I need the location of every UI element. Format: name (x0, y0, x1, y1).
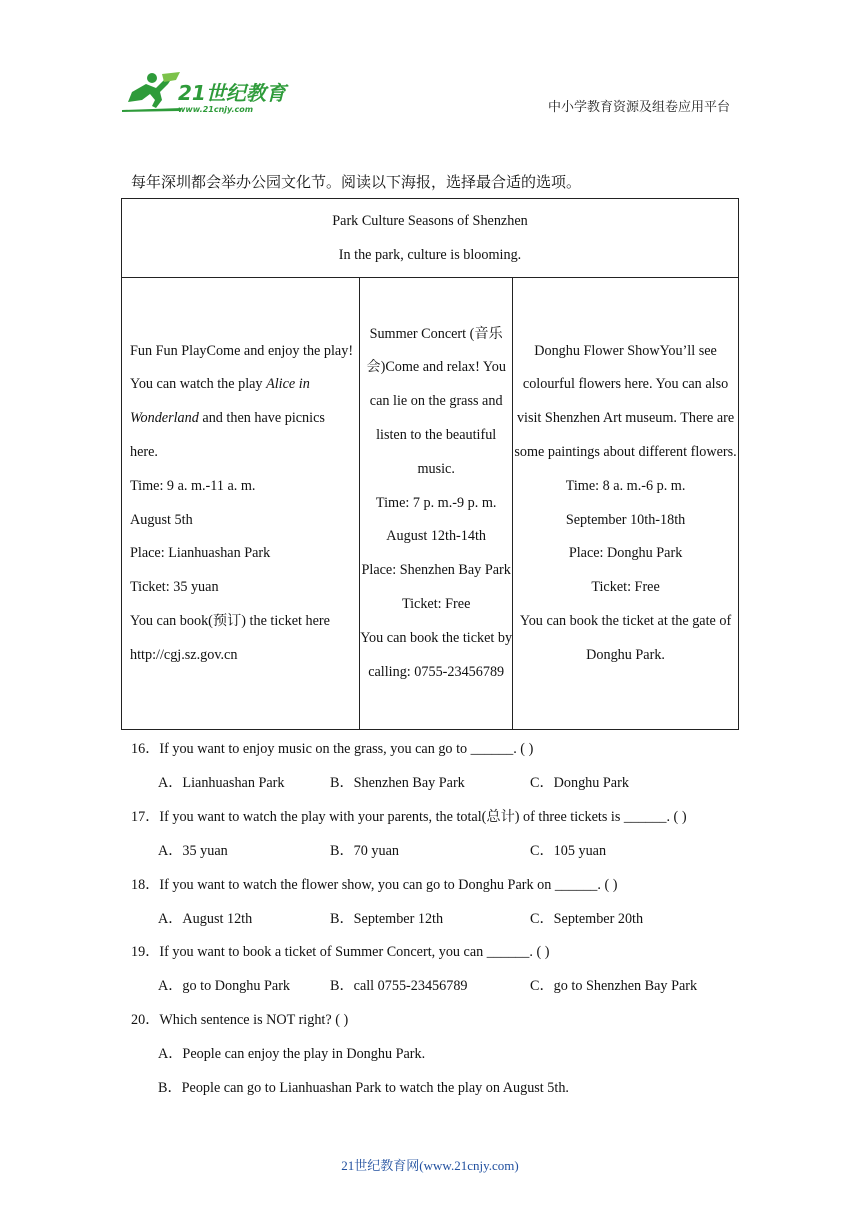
option-b: B．call 0755-23456789 (330, 978, 468, 994)
flower-show-cell (513, 278, 739, 730)
option-b: B．September 12th (330, 911, 444, 927)
event-time: Time: 8 a. m.-6 p. m. (565, 477, 686, 494)
event-ticket: Ticket: Free (591, 579, 660, 596)
option-b: B．People can go to Lianhuashan Park to watch the play on August 5th. (158, 1080, 569, 1096)
question-20: 20．Which sentence is NOT right? ( ) (131, 1012, 349, 1028)
event-desc: Come and relax! You can lie on the grass and listen to the beautiful music. (369, 359, 506, 477)
question-18: 18．If you want to watch the flower show, you can go to Donghu Park on ______. ( ) (131, 877, 618, 893)
fun-fun-play-cell (122, 278, 360, 730)
event-booking: You can book(预订) the ticket here http://cgj.sz.gov.cn (130, 612, 330, 663)
event-booking: You can book the ticket by calling: 0755-23456789 (360, 629, 513, 680)
event-place: Place: Shenzhen Bay Park (361, 562, 511, 579)
option-c: C．Donghu Park (530, 775, 629, 791)
event-date: September 10th-18th (565, 511, 686, 528)
event-desc-end: and then have picnics here. (130, 410, 325, 460)
poster-table (121, 198, 739, 730)
poster-title: Park Culture Seasons of Shenzhen (332, 213, 528, 229)
site-logo (122, 70, 292, 114)
footer-link[interactable]: 21世纪教育网(www.21cnjy.com) (341, 1158, 519, 1173)
option-a: A．go to Donghu Park (158, 978, 291, 994)
event-date: August 12th-14th (386, 528, 487, 545)
logo-title: 21世纪教育 (178, 81, 286, 105)
event-place: Place: Donghu Park (568, 545, 683, 562)
option-a: A．August 12th (158, 911, 253, 927)
option-a: A．People can enjoy the play in Donghu Park. (158, 1046, 426, 1062)
event-name: Fun Fun Play (130, 342, 207, 359)
event-date: August 5th (130, 511, 193, 528)
poster-header (122, 199, 739, 278)
option-c: C．105 yuan (530, 843, 607, 859)
event-ticket: Ticket: Free (401, 595, 471, 612)
event-desc: Come and enjoy the play! You can watch the play (130, 342, 354, 393)
option-c: C．go to Shenzhen Bay Park (530, 978, 698, 994)
poster-subtitle: In the park, culture is blooming. (338, 247, 522, 263)
reading-instruction: 每年深圳都会举办公园文化节。阅读以下海报，选择最合适的选项。 (131, 175, 582, 191)
event-desc: You’ll see colourful flowers here. You can also visit Shenzhen Art museum. There are some paintings about different flowers. (514, 342, 737, 460)
event-name: Donghu Flower Show (534, 342, 660, 359)
play-title: Alice in Wonderland (130, 376, 310, 427)
logo-subtitle: www.21cnjy.com (178, 105, 254, 114)
event-ticket: Ticket: 35 yuan (130, 579, 219, 596)
question-16: 16．If you want to enjoy music on the grass, you can go to ______. ( ) (131, 741, 534, 757)
event-name: Summer Concert (音乐会) (366, 325, 503, 376)
event-time: Time: 7 p. m.-9 p. m. (375, 494, 497, 511)
question-17: 17．If you want to watch the play with your parents, the total(总计) of three tickets is ______. ( ) (131, 809, 687, 825)
summer-concert-cell (360, 278, 513, 730)
option-c: C．September 20th (530, 911, 644, 927)
platform-name: 中小学教育资源及组卷应用平台 (547, 99, 730, 114)
option-a: A．Lianhuashan Park (158, 775, 285, 791)
event-time: Time: 9 a. m.-11 a. m. (130, 477, 256, 494)
runner-logo-icon (122, 70, 292, 114)
option-b: B．70 yuan (330, 843, 399, 859)
event-booking: You can book the ticket at the gate of Donghu Park. (519, 612, 732, 663)
option-b: B．Shenzhen Bay Park (330, 775, 465, 791)
option-a: A．35 yuan (158, 843, 228, 859)
event-place: Place: Lianhuashan Park (130, 545, 271, 562)
question-19: 19．If you want to book a ticket of Summer Concert, you can ______. ( ) (131, 944, 550, 960)
